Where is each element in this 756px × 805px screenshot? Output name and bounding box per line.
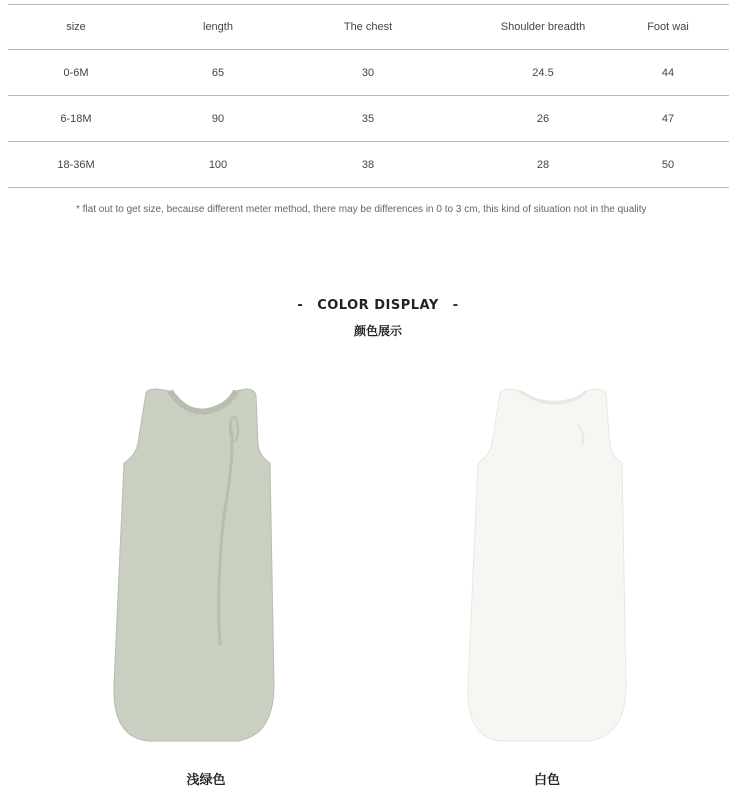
header-foot: Foot wai <box>647 21 689 33</box>
cell-shoulder: 28 <box>536 158 550 171</box>
cell-chest: 35 <box>361 112 375 125</box>
table-row <box>8 96 729 142</box>
cell-length: 90 <box>211 112 225 125</box>
title-text: COLOR DISPLAY <box>317 298 439 313</box>
header-length: length <box>203 21 233 33</box>
sleeping-bag-white-image <box>460 385 640 745</box>
cell-chest: 38 <box>361 158 375 171</box>
cell-foot: 50 <box>661 158 675 171</box>
cell-size: 6-18M <box>60 112 92 125</box>
bag-body <box>114 389 274 741</box>
table-row <box>8 142 729 188</box>
cell-length: 65 <box>211 66 225 79</box>
size-table <box>8 4 729 188</box>
measurement-note: * flat out to get size, because different meter method, there may be differences in 0 to 3 cm, this kind of situation not in the quality <box>76 204 647 215</box>
title-dash-left: - <box>297 298 304 313</box>
cell-length: 100 <box>208 158 228 171</box>
cell-shoulder: 26 <box>536 112 550 125</box>
table-header-row <box>8 4 729 50</box>
color-display-title <box>0 298 756 313</box>
color-display-subtitle: 颜色展示 <box>353 324 402 338</box>
table-row <box>8 50 729 96</box>
title-dash-right: - <box>452 298 459 313</box>
header-shoulder: Shoulder breadth <box>500 21 586 33</box>
sleeping-bag-green-image <box>108 385 288 745</box>
cell-size: 18-36M <box>57 158 95 171</box>
bag-body <box>468 389 626 741</box>
cell-size: 0-6M <box>63 66 89 79</box>
product-image-green <box>108 385 288 745</box>
cell-chest: 30 <box>361 66 375 79</box>
color-name-green: 浅绿色 <box>186 773 226 788</box>
cell-foot: 44 <box>661 66 675 79</box>
header-size: size <box>66 21 86 33</box>
cell-foot: 47 <box>661 112 675 125</box>
product-image-white <box>460 385 640 745</box>
color-name-white: 白色 <box>533 773 560 788</box>
cell-shoulder: 24.5 <box>532 66 554 79</box>
header-chest: The chest <box>343 21 393 33</box>
